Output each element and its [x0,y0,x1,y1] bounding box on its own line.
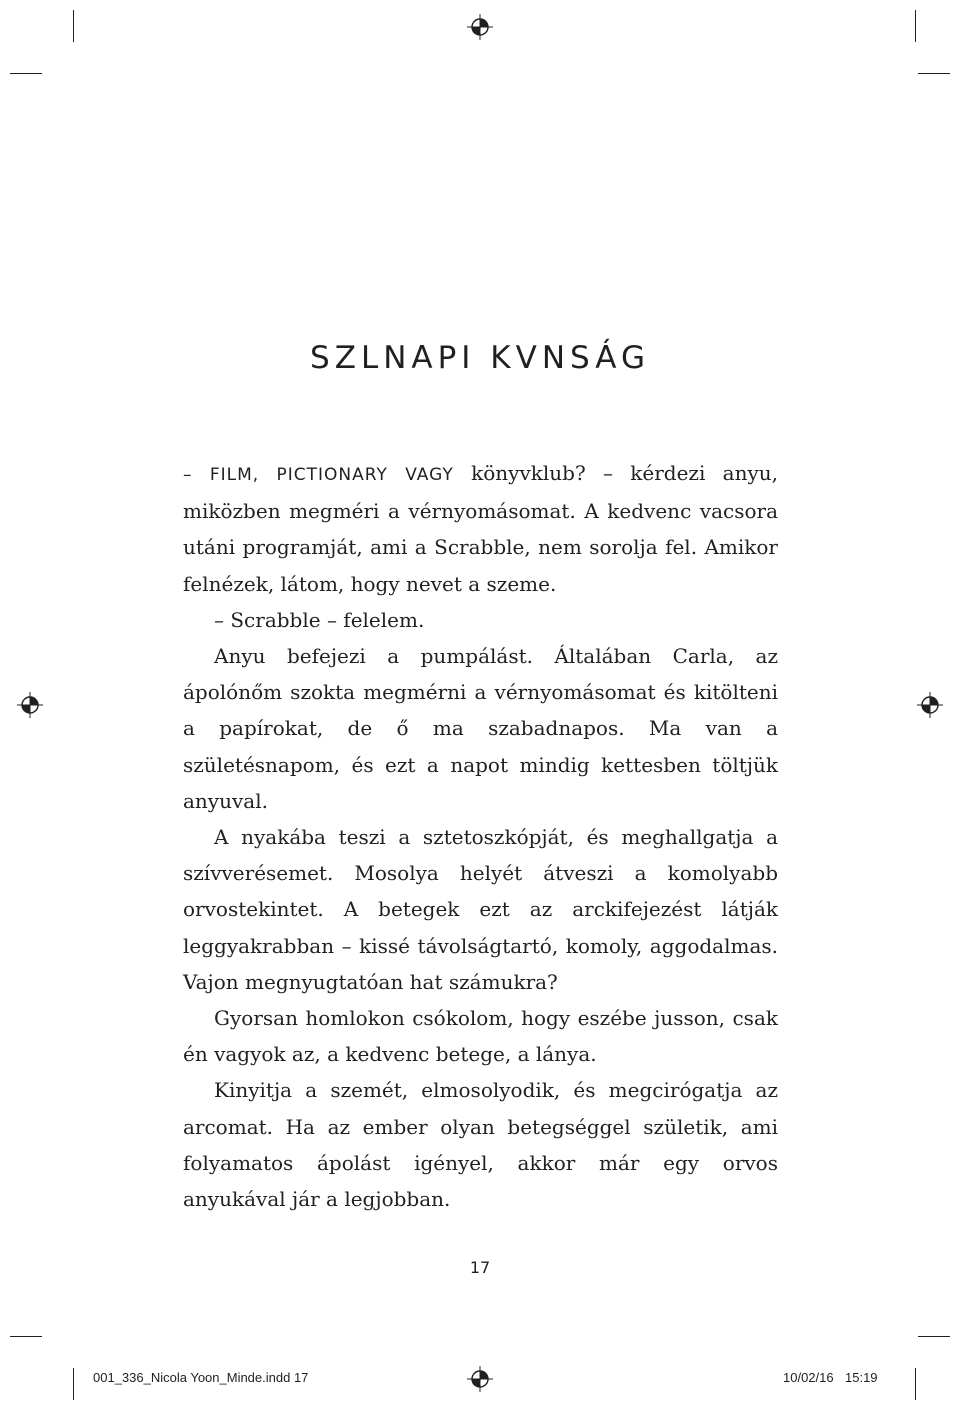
crop-mark [918,73,950,74]
crop-mark [73,1368,74,1400]
registration-mark-icon [17,692,43,718]
slug-filename: 001_336_Nicola Yoon_Minde.indd 17 [93,1370,309,1385]
paragraph: Kinyitja a szemét, elmosolyodik, és megcirógatja az arcomat. Ha az ember olyan betegséggel születik, ami folyamatos ápolást igényel, akkor már egy orvos anyukával jár a legjobban. [183,1078,778,1212]
slug-time: 15:19 [845,1370,878,1385]
registration-mark-icon [467,14,493,40]
paragraph: Anyu befejezi a pumpálást. Általában Carla, az ápolónőm szokta megmérni a vérnyomásomat és kitölteni a papírokat, de ő ma szabadnapos. Ma van a születésnapom, és ezt a napot mindig kettesben töltjük anyuval. [183,644,778,813]
crop-mark [10,73,42,74]
slug-date: 10/02/16 [783,1370,834,1385]
crop-mark [915,1368,916,1400]
crop-mark [73,10,74,42]
paragraph: A nyakába teszi a sztetoszkópját, és meghallgatja a szívverésemet. Mosolya helyét átveszi a komolyabb orvostekintet. A betegek ezt az arckifejezést látják leggyakrabban – kissé távolságtartó, komoly, aggodalmas. Vajon megnyugtatóan hat számukra? [183,825,778,994]
small-caps-lead: – FILM, PICTIONARY VAGY [183,465,454,485]
crop-mark [915,10,916,42]
page-number: 17 [469,1258,491,1277]
registration-mark-icon [917,692,943,718]
crop-mark [918,1336,950,1337]
crop-mark [10,1336,42,1337]
paragraph: – Scrabble – felelem. [214,607,425,632]
paragraph: – FILM, PICTIONARY VAGY könyvklub? – kérdezi anyu, miközben megméri a vérnyomásomat. A kedvenc vacsora utáni programját, ami a Scrabble, nem sorolja fel. Amikor felnézek, látom, hogy nevet a szeme. [183,461,779,596]
body-text [183,455,778,1217]
registration-mark-icon [467,1366,493,1392]
paragraph: Gyorsan homlokon csókolom, hogy eszébe jusson, csak én vagyok az, a kedvenc betege, a lánya. [183,1006,778,1067]
chapter-title: SZLNAPI KVNSÁG [310,340,650,376]
